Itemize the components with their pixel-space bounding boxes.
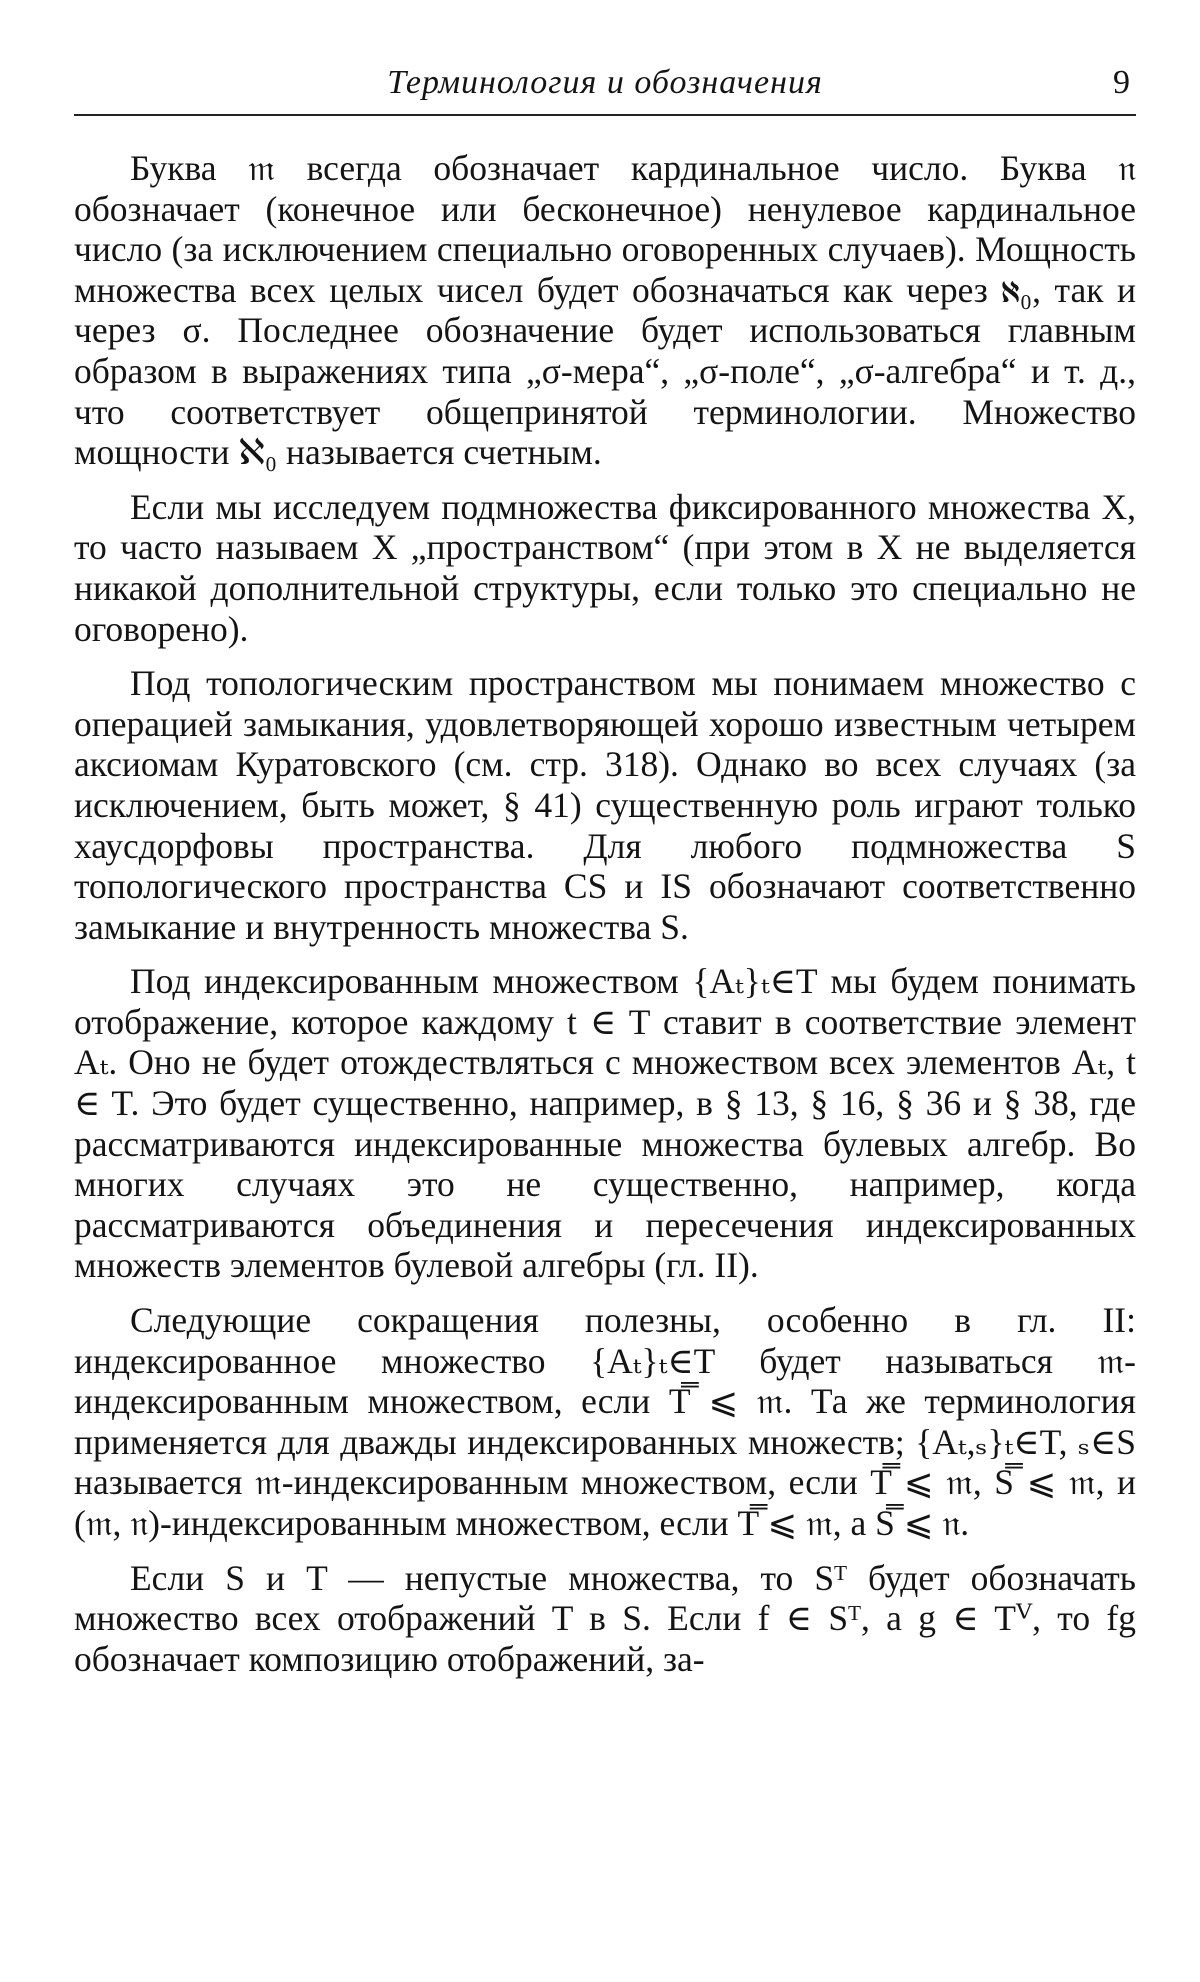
running-title: Терминология и обозначения (387, 64, 823, 101)
paragraph-space: Если мы исследуем подмножества фиксированного множества X, то часто называем X „пространством“ (при этом в X не выделяется никакой дополнительной структуры, если только это специально не оговорено). (74, 486, 1136, 649)
paragraph-cardinals: Буква 𝔪 всегда обозначает кардинальное число. Буква 𝔫 обозначает (конечное или бесконечное) ненулевое кардинальное число (за исключением специально оговоренных случаев). Мощность множества всех целых чисел будет обозначаться как через ℵ₀, так и через σ. Последнее обозначение будет использоваться главным образом в выражениях типа „σ-мера“, „σ-поле“, „σ-алгебра“ и т. д., что соответствует общепринятой терминологии. Множество мощности ℵ₀ называется счетным. (74, 148, 1136, 473)
page-number: 9 (1113, 64, 1130, 101)
paragraph-abbreviations: Следующие сокращения полезны, особенно в гл. II: индексированное множество {Aₜ}ₜ∈T будет называться 𝔪-индексированным множеством, если T̿ ⩽ 𝔪. Та же терминология применяется для дважды индексированных множеств; {Aₜ,ₛ}ₜ∈T, ₛ∈S называется 𝔪-индексированным множеством, если T̿ ⩽ 𝔪, S̿ ⩽ 𝔪, и (𝔪, 𝔫)-индексированным множеством, если T̿ ⩽ 𝔪, а S̿ ⩽ 𝔫. (74, 1300, 1136, 1543)
paragraph-indexed-sets: Под индексированным множеством {Aₜ}ₜ∈T мы будем понимать отображение, которое каждому t ∈ T ставит в соответствие элемент Aₜ. Оно не будет отождествляться с множеством всех элементов Aₜ, t ∈ T. Это будет существенно, например, в § 13, § 16, § 36 и § 38, где рассматриваются индексированные множества булевых алгебр. Во многих случаях это не существенно, например, когда рассматриваются объединения и пересечения индексированных множеств элементов булевой алгебры (гл. II). (74, 961, 1136, 1286)
paragraph-topology: Под топологическим пространством мы понимаем множество с операцией замыкания, удовлетворяющей хорошо известным четырем аксиомам Куратовского (см. стр. 318). Однако во всех случаях (за исключением, быть может, § 41) существенную роль играют только хаусдорфовы пространства. Для любого подмножества S топологического пространства CS и IS обозначают соответственно замыкание и внутренность множества S. (74, 663, 1136, 947)
paragraph-mappings: Если S и T — непустые множества, то Sᵀ будет обозначать множество всех отображений T в S. Если f ∈ Sᵀ, а g ∈ Tⱽ, то fg обозначает композицию отображений, за- (74, 1557, 1136, 1679)
body-text (74, 148, 1136, 1679)
running-head (74, 62, 1136, 116)
